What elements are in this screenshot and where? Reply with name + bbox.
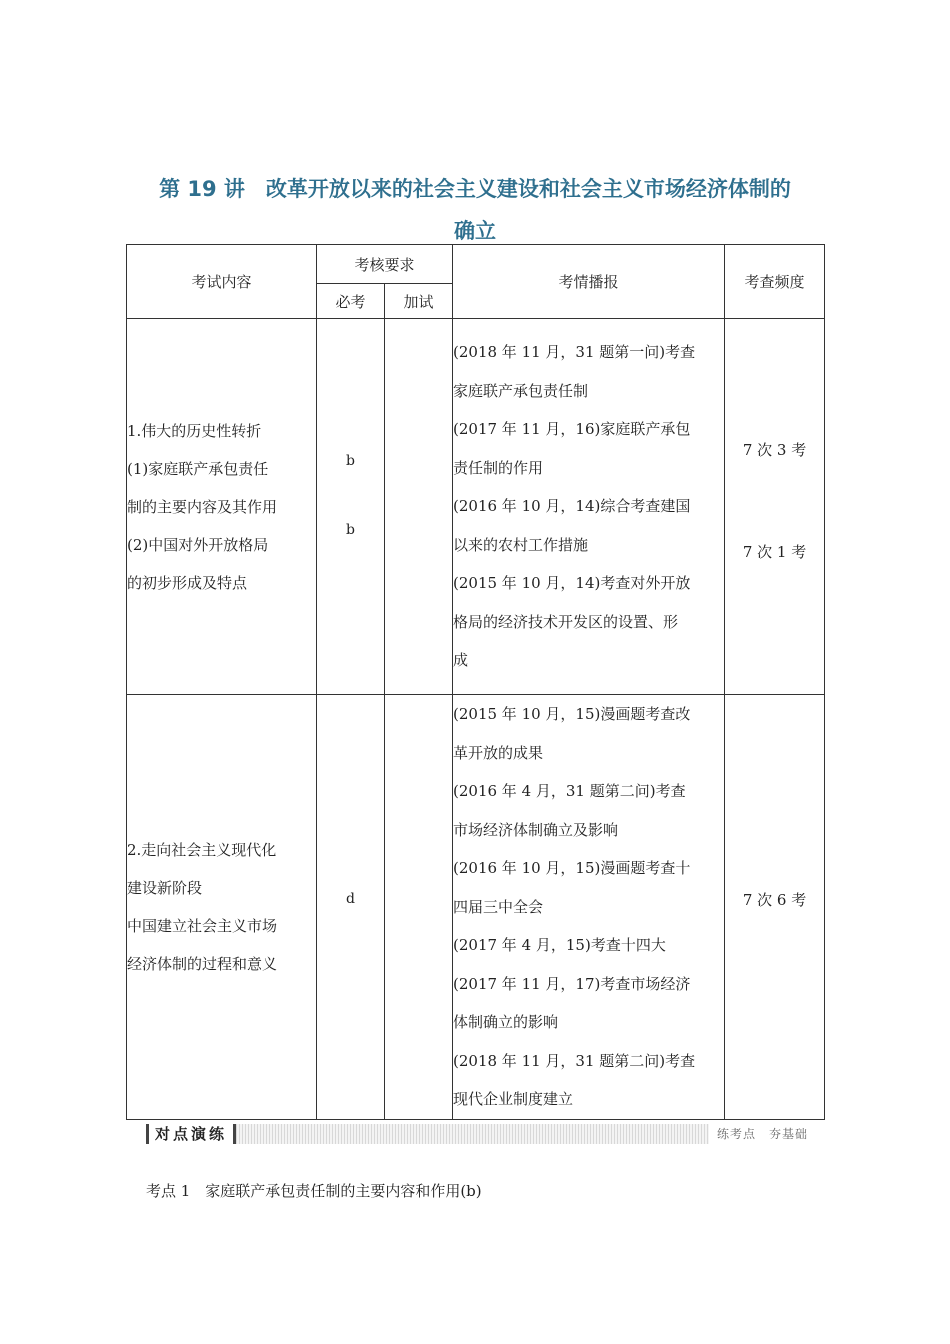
header-requirement: 考核要求 [317, 245, 453, 284]
title-line-2: 确立 [454, 219, 496, 243]
row2-required [317, 695, 385, 1120]
row1-required [317, 319, 385, 695]
exam-table [126, 244, 825, 1120]
header-content: 考试内容 [127, 245, 317, 319]
table-row [127, 319, 825, 695]
row2-content: 2.走向社会主义现代化 建设新阶段 中国建立社会主义市场 经济体制的过程和意义 [127, 695, 317, 1120]
header-news: 考情播报 [453, 245, 725, 319]
header-extra: 加试 [385, 284, 453, 319]
row2-frequency [725, 695, 825, 1120]
header-required: 必考 [317, 284, 385, 319]
banner-subtitle: 练考点 夯基础 [709, 1124, 812, 1144]
row2-extra [385, 695, 453, 1120]
section-point-heading: 考点 1 家庭联产承包责任制的主要内容和作用(b) [146, 1182, 482, 1200]
row1-extra [385, 319, 453, 695]
row2-news: (2015 年 10 月，15)漫画题考查改 革开放的成果 (2016 年 4 月，31 题第二问)考查 市场经济体制确立及影响 (2016 年 10 月，15)漫画题考查十 四届三中全会 (2017 年 4 月，15)考查十四大 (2017 年 11 月，17)考查市场经济 体制确立的影响 (2018 年 11 月，31 题第二问)考查 现代企业制度建立 [453, 695, 725, 1120]
practice-banner [146, 1124, 812, 1144]
page-title [120, 168, 830, 252]
row2-required-level-1: d [346, 891, 355, 907]
row1-frequency [725, 319, 825, 695]
row1-frequency-2: 7 次 1 考 [742, 543, 807, 561]
title-line-1: 第 19 讲 改革开放以来的社会主义建设和社会主义市场经济体制的 [159, 177, 791, 201]
header-frequency: 考查频度 [725, 245, 825, 319]
row1-content: 1.伟大的历史性转折 (1)家庭联产承包责任 制的主要内容及其作用 (2)中国对外开放格局 的初步形成及特点 [127, 319, 317, 695]
table-row [127, 695, 825, 1120]
row2-frequency-1: 7 次 6 考 [742, 891, 807, 909]
banner-label: 对点演练 [146, 1124, 236, 1144]
row1-frequency-1: 7 次 3 考 [742, 441, 807, 459]
row1-required-level-1: b [346, 453, 355, 469]
row1-news: (2018 年 11 月，31 题第一问)考查 家庭联产承包责任制 (2017 年 11 月，16)家庭联产承包 责任制的作用 (2016 年 10 月，14)综合考查建国 以来的农村工作措施 (2015 年 10 月，14)考查对外开放 格局的经济技术开发区的设置、形 成 [453, 319, 725, 695]
row1-required-level-2: b [346, 522, 355, 538]
